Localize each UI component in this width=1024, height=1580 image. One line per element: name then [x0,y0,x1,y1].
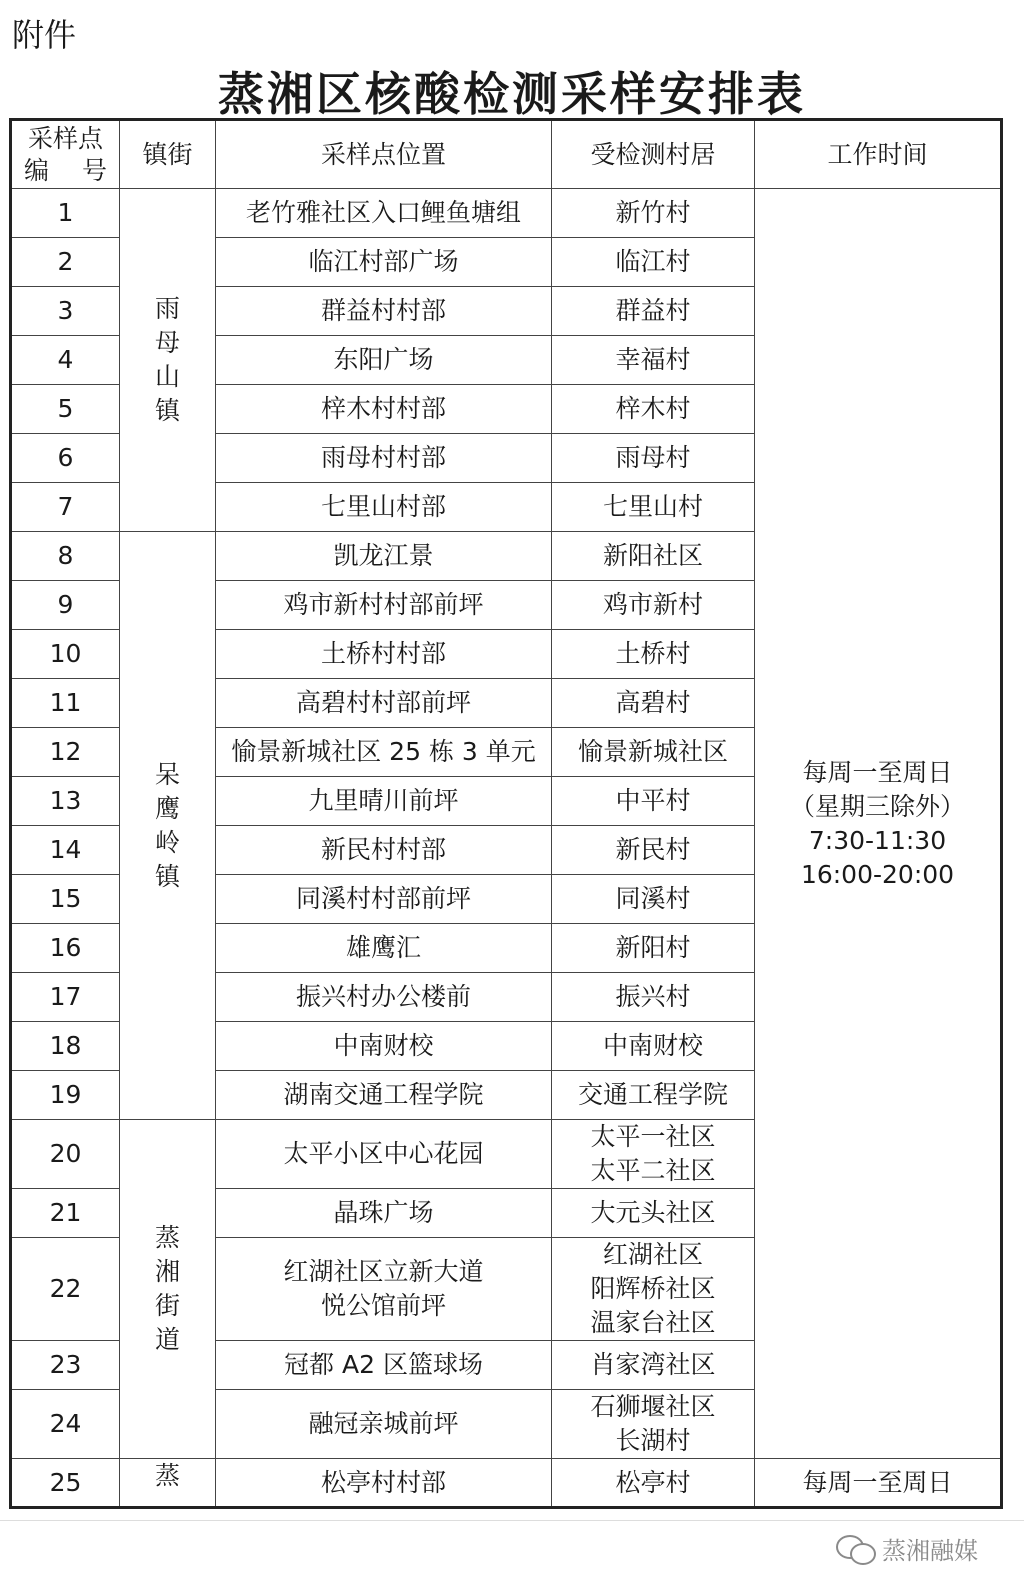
wechat-icon [836,1535,876,1563]
cell-community [552,924,755,973]
cell-town [120,1459,216,1508]
community-line: 七里山村 [602,492,703,521]
table-row [11,189,1002,238]
page-edge-divider [0,1520,1024,1521]
cell-no: 15 [11,875,120,924]
cell-community [552,679,755,728]
cell-location [216,875,552,924]
cell-work-time [755,189,1002,1459]
location-line: 七里山村部 [320,492,446,521]
cell-work-time-last: 每周一至周日 [755,1459,1002,1508]
cell-community [552,1390,755,1459]
location-line: 悦公馆前坪 [320,1291,446,1320]
cell-no: 18 [11,1022,120,1071]
cell-community [552,532,755,581]
community-line: 大元头社区 [590,1198,716,1227]
cell-no: 9 [11,581,120,630]
work-time-line: 7:30-11:30 [808,825,947,855]
community-line: 土桥村 [615,639,691,668]
location-line: 土桥村村部 [320,639,446,668]
cell-community [552,581,755,630]
cell-no: 10 [11,630,120,679]
town-name: 蒸湘街道 [154,1223,180,1354]
cell-location [216,679,552,728]
community-line: 振兴村 [615,982,691,1011]
location-line: 九里晴川前坪 [308,786,459,815]
location-line: 中南财校 [333,1031,434,1060]
cell-community [552,434,755,483]
cell-no: 23 [11,1341,120,1390]
header-row [11,120,1002,189]
cell-community [552,826,755,875]
community-line: 太平一社区 [590,1122,716,1151]
location-line: 松亭村村部 [320,1467,446,1497]
community-line: 中南财校 [602,1031,703,1060]
cell-community [552,728,755,777]
watermark-text: 蒸湘融媒 [882,1537,978,1565]
cell-community [552,630,755,679]
location-line: 凯龙江景 [333,541,434,570]
cell-no: 8 [11,532,120,581]
location-line: 冠都 A2 区篮球场 [284,1350,483,1379]
location-line: 新民村村部 [320,835,446,864]
cell-no: 14 [11,826,120,875]
page-title: 蒸湘区核酸检测采样安排表 [218,67,806,121]
work-time-line: 16:00-20:00 [800,859,955,889]
cell-community [552,1341,755,1390]
cell-no: 2 [11,238,120,287]
cell-location [216,924,552,973]
cell-no: 1 [11,189,120,238]
cell-location [216,336,552,385]
town-name: 蒸 [154,1461,180,1490]
community-line: 雨母村 [615,443,691,472]
cell-location [216,1459,552,1508]
cell-location [216,1022,552,1071]
location-line: 融冠亲城前坪 [308,1409,459,1438]
cell-no: 21 [11,1189,120,1238]
cell-community [552,1071,755,1120]
cell-location [216,483,552,532]
cell-community [552,1120,755,1189]
community-line: 高碧村 [615,688,691,717]
location-line: 振兴村办公楼前 [295,982,471,1011]
cell-no: 4 [11,336,120,385]
cell-location [216,973,552,1022]
cell-location [216,1341,552,1390]
cell-location [216,1189,552,1238]
cell-no: 6 [11,434,120,483]
cell-community [552,777,755,826]
location-line: 东阳广场 [333,345,434,374]
cell-community [552,385,755,434]
location-line: 太平小区中心花园 [283,1139,484,1168]
community-line: 松亭村 [615,1467,691,1497]
location-line: 晶珠广场 [333,1198,434,1227]
cell-community [552,875,755,924]
community-line: 太平二社区 [590,1156,716,1185]
cell-community [552,336,755,385]
cell-no: 5 [11,385,120,434]
header-community: 受检测村居 [552,120,755,189]
cell-no: 13 [11,777,120,826]
cell-no: 19 [11,1071,120,1120]
cell-no: 12 [11,728,120,777]
cell-no: 24 [11,1390,120,1459]
cell-community [552,1459,755,1508]
cell-community [552,189,755,238]
cell-no: 16 [11,924,120,973]
cell-location [216,581,552,630]
cell-no: 25 [11,1459,120,1508]
cell-location [216,287,552,336]
cell-location [216,385,552,434]
cell-location [216,1071,552,1120]
cell-community [552,287,755,336]
town-name: 雨母山镇 [154,294,180,425]
community-line: 群益村 [615,296,691,325]
community-line: 新民村 [615,835,691,864]
cell-location [216,434,552,483]
schedule-table [9,118,1003,1509]
town-name: 呆鹰岭镇 [154,759,180,891]
cell-community [552,483,755,532]
cell-no: 11 [11,679,120,728]
cell-no: 22 [11,1238,120,1341]
location-line: 群益村村部 [320,296,446,325]
community-line: 幸福村 [615,345,691,374]
cell-location [216,826,552,875]
community-line: 石狮堰社区 [590,1392,716,1421]
community-line: 鸡市新村 [602,590,703,619]
table-row [11,1459,1002,1508]
location-line: 鸡市新村村部前坪 [283,590,484,619]
community-line: 梓木村 [615,394,691,423]
location-line: 临江村部广场 [308,247,459,276]
cell-town [120,532,216,1120]
location-line: 同溪村村部前坪 [295,884,471,913]
community-line: 中平村 [615,786,691,815]
location-line: 愉景新城社区 25 栋 3 单元 [231,737,536,766]
cell-community [552,1238,755,1341]
table-body [11,189,1002,1508]
cell-location [216,532,552,581]
location-line: 梓木村村部 [320,394,446,423]
community-line: 新阳村 [615,933,691,962]
community-line: 阳辉桥社区 [590,1274,716,1303]
cell-no: 17 [11,973,120,1022]
header-no-line2: 编 号 [24,155,107,185]
cell-location [216,777,552,826]
location-line: 老竹雅社区入口鲤鱼塘组 [245,198,521,227]
attachment-label: 附件 [12,16,77,54]
cell-location [216,238,552,287]
community-line: 长湖村 [615,1426,691,1455]
cell-no: 20 [11,1120,120,1189]
location-line: 雄鹰汇 [345,933,421,962]
cell-location [216,630,552,679]
cell-town [120,1120,216,1459]
cell-community [552,1189,755,1238]
header-no [11,120,120,189]
cell-community [552,1022,755,1071]
cell-community [552,238,755,287]
location-line: 湖南交通工程学院 [283,1080,484,1109]
cell-location [216,189,552,238]
community-line: 交通工程学院 [577,1080,728,1109]
community-line: 新阳社区 [602,541,703,570]
header-time: 工作时间 [755,120,1002,189]
community-line: 红湖社区 [602,1240,703,1269]
community-line: 温家台社区 [590,1308,716,1337]
cell-no: 3 [11,287,120,336]
cell-location [216,1120,552,1189]
community-line: 同溪村 [615,884,691,913]
cell-community [552,973,755,1022]
cell-location [216,1238,552,1341]
community-line: 愉景新城社区 [577,737,728,766]
cell-town [120,189,216,532]
cell-no: 7 [11,483,120,532]
work-time-line: （星期三除外） [789,791,965,821]
watermark [836,1531,978,1566]
location-line: 雨母村村部 [320,443,446,472]
location-line: 红湖社区立新大道 [283,1257,484,1286]
community-line: 肖家湾社区 [590,1350,716,1379]
community-line: 新竹村 [615,198,691,227]
cell-location [216,1390,552,1459]
cell-location [216,728,552,777]
location-line: 高碧村村部前坪 [295,688,471,717]
community-line: 临江村 [615,247,691,276]
header-no-line1: 采样点 [27,123,103,153]
header-town: 镇街 [120,120,216,189]
work-time-line: 每周一至周日 [802,757,953,787]
header-location: 采样点位置 [216,120,552,189]
